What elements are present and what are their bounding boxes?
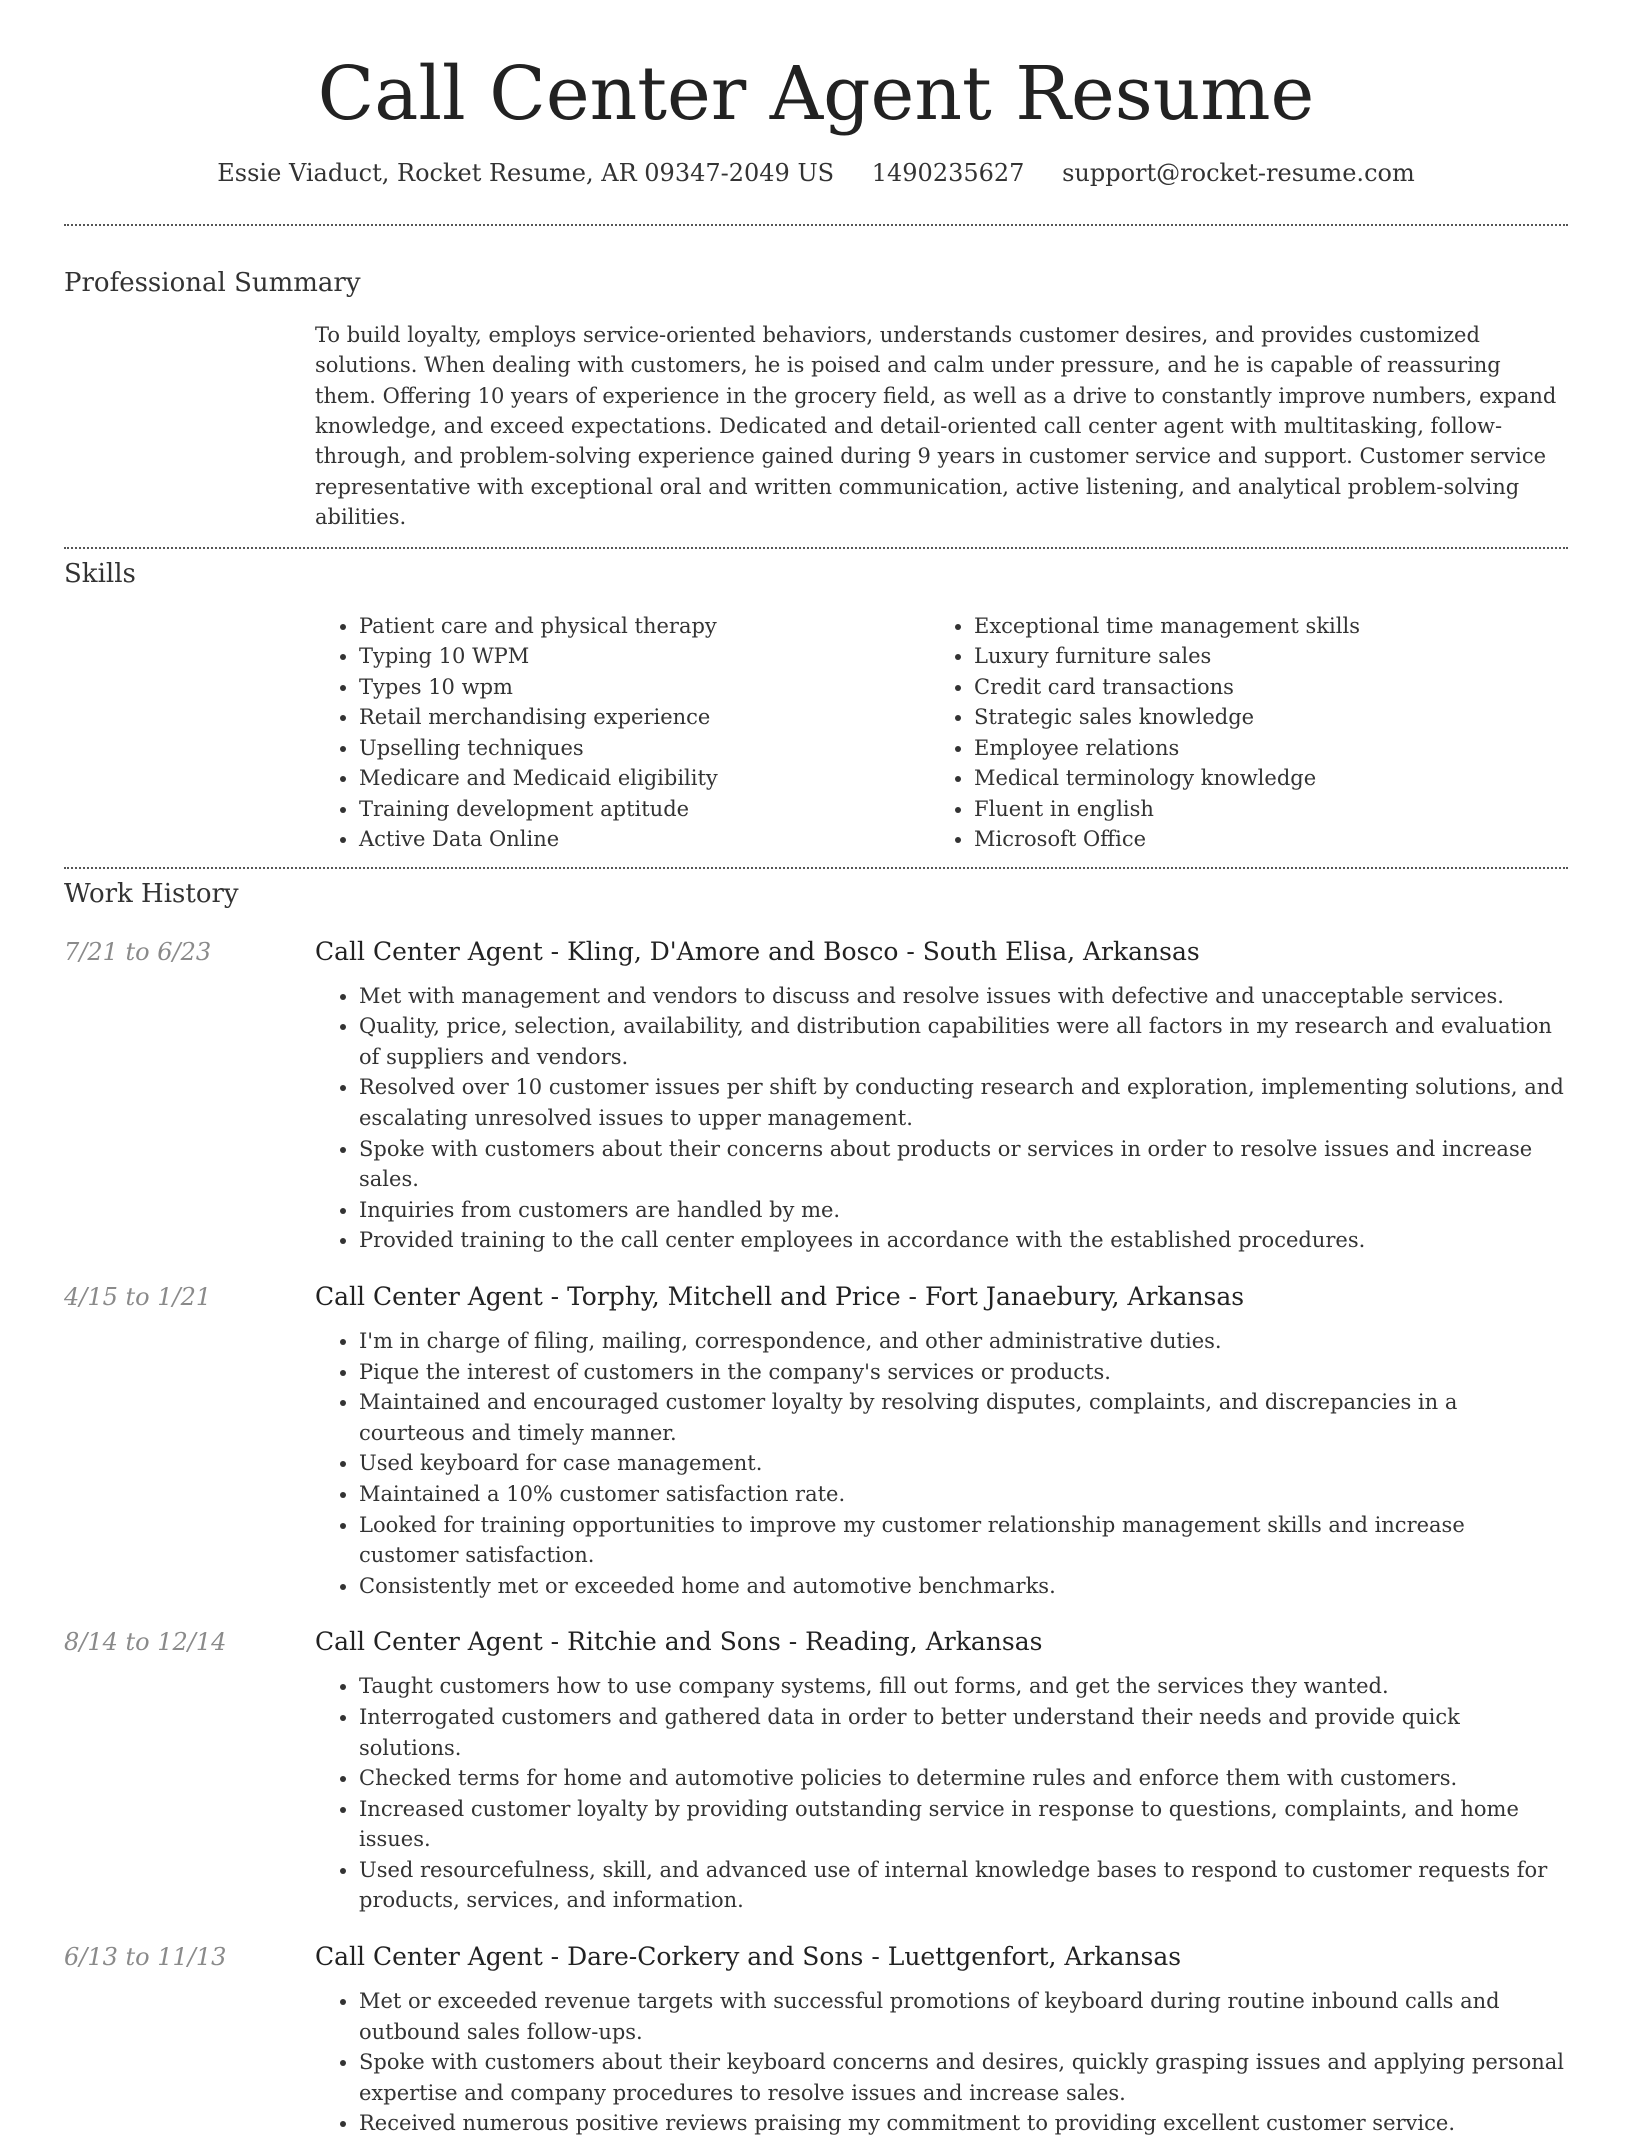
job-entry bbox=[64, 1625, 1568, 1916]
job-duties bbox=[315, 1671, 1568, 1916]
job-duty: • Provided training to the call center employees in accordance with the established procedures. bbox=[359, 1225, 1568, 1256]
job-duty: • Maintained and encouraged customer loyalty by resolving disputes, complaints, and discrepancies in a courteous and timely manner. bbox=[359, 1387, 1568, 1448]
job-duty: • Quality, price, selection, availability, and distribution capabilities were all factors in my research and evaluation of suppliers and vendors. bbox=[359, 1011, 1568, 1072]
skill-item: • Strategic sales knowledge bbox=[974, 702, 1550, 733]
job-details bbox=[315, 1940, 1568, 2139]
skills-column-left bbox=[315, 611, 930, 855]
job-dates: 8/14 to 12/14 bbox=[64, 1628, 227, 1657]
skill-item: • Microsoft Office bbox=[974, 824, 1550, 855]
job-duty: • Resolved over 10 customer issues per shift by conducting research and exploration, implementing solutions, and escalating unresolved issues to upper management. bbox=[359, 1072, 1568, 1133]
job-duty: • Looked for training opportunities to improve my customer relationship management skills and increase customer satisfaction. bbox=[359, 1510, 1568, 1571]
job-heading: Call Center Agent - Dare-Corkery and Sons - Luettgenfort, Arkansas bbox=[315, 1942, 1182, 1972]
job-dates: 7/21 to 6/23 bbox=[64, 937, 212, 966]
resume-page bbox=[64, 0, 1568, 2139]
section-divider bbox=[64, 867, 1568, 869]
skill-item: • Exceptional time management skills bbox=[974, 611, 1550, 642]
contact-email: support@rocket-resume.com bbox=[1062, 158, 1415, 187]
job-duty: • Received numerous positive reviews praising my commitment to providing excellent customer service. bbox=[359, 2108, 1568, 2139]
job-duty: • Taught customers how to use company systems, fill out forms, and get the services they wanted. bbox=[359, 1671, 1568, 1702]
skill-item: • Patient care and physical therapy bbox=[359, 611, 930, 642]
section-divider bbox=[64, 547, 1568, 549]
job-entry bbox=[64, 1280, 1568, 1601]
work-history-list bbox=[64, 935, 1568, 2139]
job-duty: • Met or exceeded revenue targets with successful promotions of keyboard during routine inbound calls and outbound sales follow-ups. bbox=[359, 1986, 1568, 2047]
work-history-heading: Work History bbox=[64, 878, 239, 909]
job-duties bbox=[315, 981, 1568, 1256]
job-duty: • Increased customer loyalty by providing outstanding service in response to questions, complaints, and home issues. bbox=[359, 1794, 1568, 1855]
skill-item: • Luxury furniture sales bbox=[974, 641, 1550, 672]
job-duty: • Spoke with customers about their keyboard concerns and desires, quickly grasping issues and applying personal expertise and company procedures to resolve issues and increase sales. bbox=[359, 2047, 1568, 2108]
skill-item: • Medicare and Medicaid eligibility bbox=[359, 763, 930, 794]
job-duty: • Used keyboard for case management. bbox=[359, 1448, 1568, 1479]
job-duty: • Pique the interest of customers in the company's services or products. bbox=[359, 1357, 1568, 1388]
contact-line bbox=[64, 159, 1568, 187]
skill-item: • Upselling techniques bbox=[359, 733, 930, 764]
job-dates: 6/13 to 11/13 bbox=[64, 1943, 227, 1972]
job-heading: Call Center Agent - Kling, D'Amore and Bosco - South Elisa, Arkansas bbox=[315, 936, 1200, 966]
skill-item: • Active Data Online bbox=[359, 824, 930, 855]
job-duty: • Inquiries from customers are handled by me. bbox=[359, 1195, 1568, 1226]
skills-list bbox=[315, 611, 1568, 855]
skill-item: • Credit card transactions bbox=[974, 672, 1550, 703]
skill-item: • Fluent in english bbox=[974, 794, 1550, 825]
job-heading: Call Center Agent - Torphy, Mitchell and Price - Fort Janaebury, Arkansas bbox=[315, 1281, 1245, 1311]
job-duty: • Spoke with customers about their concerns about products or services in order to resolve issues and increase sales. bbox=[359, 1134, 1568, 1195]
skill-item: • Retail merchandising experience bbox=[359, 702, 930, 733]
job-duty: • Interrogated customers and gathered data in order to better understand their needs and provide quick solutions. bbox=[359, 1702, 1568, 1763]
job-entry bbox=[64, 1940, 1568, 2139]
job-duty: • Checked terms for home and automotive policies to determine rules and enforce them with customers. bbox=[359, 1763, 1568, 1794]
summary-text: To build loyalty, employs service-oriented behaviors, understands customer desires, and provides customized solutions. When dealing with customers, he is poised and calm under pressure, and he is capable of reassuring them. Offering 10 years of experience in the grocery field, as well as a drive to constantly improve numbers, expand knowledge, and exceed expectations. Dedicated and detail-oriented call center agent with multitasking, follow-through, and problem-solving experience gained during 9 years in customer service and support. Customer service representative with exceptional oral and written communication, active listening, and analytical problem-solving abilities. bbox=[315, 322, 1557, 530]
skills-heading: Skills bbox=[64, 558, 136, 589]
job-duties bbox=[315, 1986, 1568, 2139]
job-details bbox=[315, 1280, 1568, 1601]
resume-title: Call Center Agent Resume bbox=[317, 51, 1315, 137]
job-heading: Call Center Agent - Ritchie and Sons - Reading, Arkansas bbox=[315, 1627, 1043, 1657]
section-divider bbox=[64, 224, 1568, 226]
contact-phone: 1490235627 bbox=[871, 158, 1025, 187]
job-dates: 4/15 to 1/21 bbox=[64, 1282, 212, 1311]
job-details bbox=[315, 1625, 1568, 1916]
skill-item: • Employee relations bbox=[974, 733, 1550, 764]
skill-item: • Types 10 wpm bbox=[359, 672, 930, 703]
summary-heading: Professional Summary bbox=[64, 267, 361, 298]
skill-item: • Medical terminology knowledge bbox=[974, 763, 1550, 794]
job-duties bbox=[315, 1326, 1568, 1601]
contact-address: Essie Viaduct, Rocket Resume, AR 09347-2049 US bbox=[217, 158, 835, 187]
skill-item: • Training development aptitude bbox=[359, 794, 930, 825]
job-duty: • Consistently met or exceeded home and automotive benchmarks. bbox=[359, 1571, 1568, 1602]
skills-column-right bbox=[930, 611, 1550, 855]
job-details bbox=[315, 935, 1568, 1256]
skill-item: • Typing 10 WPM bbox=[359, 641, 930, 672]
job-duty: • Used resourcefulness, skill, and advanced use of internal knowledge bases to respond to customer requests for products, services, and information. bbox=[359, 1855, 1568, 1916]
job-duty: • I'm in charge of filing, mailing, correspondence, and other administrative duties. bbox=[359, 1326, 1568, 1357]
job-entry bbox=[64, 935, 1568, 1256]
job-duty: • Maintained a 10% customer satisfaction rate. bbox=[359, 1479, 1568, 1510]
job-duty: • Met with management and vendors to discuss and resolve issues with defective and unacceptable services. bbox=[359, 981, 1568, 1012]
